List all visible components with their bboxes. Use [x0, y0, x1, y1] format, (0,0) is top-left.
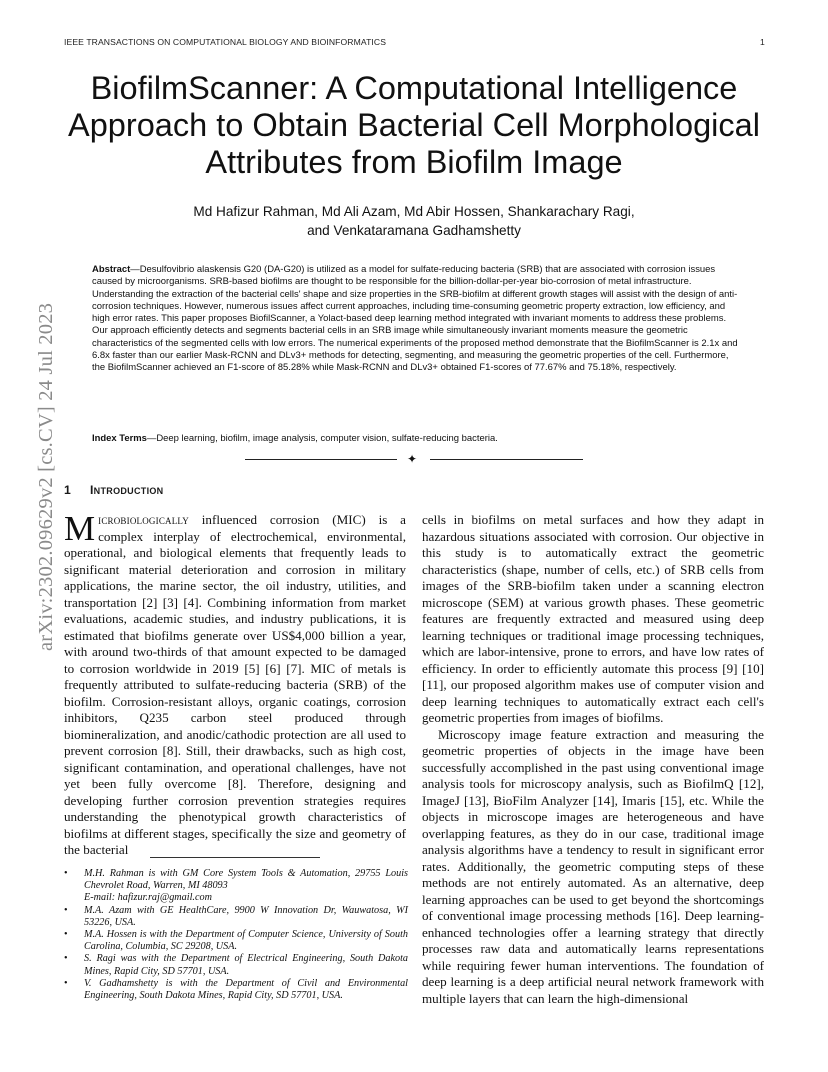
- footnote-item: [64, 929, 408, 953]
- arxiv-stamp: arXiv:2302.09629v2 [cs.CV] 24 Jul 2023: [35, 302, 57, 651]
- right-column: [422, 512, 764, 1007]
- abstract-label: Abstract: [92, 264, 131, 275]
- bullet-icon: •: [64, 929, 68, 941]
- right-paragraph-2: Microscopy image feature extraction and measuring the geometric properties of objects in the image have been successfully accomplished in the past using conventional image analysis tools for microscopy analysis, such as BiofilmQ [12], ImageJ [13], BioFilm Analyzer [14], Imaris [15], etc. While the objects in microscope images are heterogeneous and have overlapping features, as they do in our case, traditional image analysis algorithms have a tendency to result in significant error rates. Additionally, the geometric computing steps of these methods are not entirely automated. As an alternative, deep learning approaches can be used to get beyond the shortcomings of conventional image processing methods [16]. Deep learning-enhanced technologies offer a learning strategy that directly processes raw data and automatically learns representations while requiring fewer human interventions. The foundation of deep learning is a deep artificial neural network framework with multiple layers that can learn the high-dimensional: [422, 726, 764, 1006]
- separator-star-icon: ✦: [407, 452, 418, 466]
- page-number: 1: [760, 37, 765, 47]
- index-terms-label: Index Terms: [92, 433, 147, 444]
- separator-line-right: [430, 459, 583, 460]
- footnote-text: M.A. Hossen is with the Department of Computer Science, University of South Carolina, Columbia, SC 29208, USA.: [84, 929, 408, 953]
- footnotes: [64, 868, 408, 1002]
- abstract: [92, 264, 738, 375]
- intro-paragraph-1-text: influenced corrosion (MIC) is a complex interplay of electrochemical, environmental, operational, and biological elements that frequently leads to significant material deterioration and corrosion in military applications, the marine sector, the oil industry, utilities, and transportation [2] [3] [4]. Combining information from market evaluations, academic studies, and industry publications, it is estimated that biofilms generate over US$4,000 billion a year, with around two-thirds of that amount expected to be damaged to corrosion worldwide in 2019 [5] [6] [7]. MIC of metals is frequently attributed to sulfate-reducing bacteria (SRB) of the biofilm. Corrosion-resistant alloys, organic coatings, corrosion inhibitors, Q235 carbon steel produced through biomineralization, and anodic/cathodic protection are all used to prevent corrosion [8]. Still, their drawbacks, such as high cost, significant contamination, and operational challenges, have not yet been fully overcome [8]. Therefore, designing and developing further corrosion prevention strategies requires understanding the phenotypical growth characteristics of biofilms at different stages, specifically the size and geometry of the bacterial: [64, 512, 406, 857]
- separator-line-left: [245, 459, 397, 460]
- paper-title: BiofilmScanner: A Computational Intelligence Approach to Obtain Bacterial Cell Morphological Attributes from Biofilm Image: [68, 70, 760, 180]
- section-title: Introduction: [90, 483, 164, 497]
- footnote-text: M.H. Rahman is with GM Core System Tools & Automation, 29755 Louis Chevrolet Road, Warren, MI 48093: [84, 868, 408, 892]
- intro-paragraph-1: [64, 509, 406, 859]
- footnote-item: [64, 868, 408, 905]
- footnote-text: S. Ragi was with the Department of Electrical Engineering, South Dakota Mines, Rapid City, SD 57701, USA.: [84, 953, 408, 977]
- footnote-rule: [150, 857, 320, 858]
- bullet-icon: •: [64, 904, 68, 916]
- left-column: [64, 509, 406, 859]
- smallcaps-word: icrobiologically: [98, 512, 189, 527]
- abstract-text: —Desulfovibrio alaskensis G20 (DA-G20) is utilized as a model for sulfate-reducing bacteria (SRB) that are associated with corrosion issues caused by microorganisms. SRB-based biofilms are thought to be responsible for the billion-dollar-per-year bio-corrosion of metal infrastructure. Understanding the extraction of the bacterial cells' shape and size properties in the SRB-biofilm at different growth stages will assist with the design of anti-corrosion techniques. However, numerous issues affect current approaches, including time-consuming geometric property extraction, low efficiency, and high error rates. This paper proposes BiofilScanner, a Yolact-based deep learning method integrated with invariant moments to address these problems. Our approach efficiently detects and segments bacterial cells in an SRB image while simultaneously invariant moments measure the geometric characteristics of the segmented cells with low errors. The numerical experiments of the proposed method demonstrate that the BiofilmScanner is 2.1x and 6.8x faster than our earlier Mask-RCNN and DLv3+ methods for detecting, segmenting, and measuring the geometric properties of the cell. Furthermore, the BiofilmScanner achieved an F1-score of 85.28% while Mask-RCNN and DLv3+ obtained F1-scores of 77.67% and 75.18%, respectively.: [92, 264, 738, 374]
- index-terms: [92, 433, 738, 445]
- footnote-item: [64, 953, 408, 977]
- footnote-item: [64, 905, 408, 929]
- author-line-2: and Venkataramana Gadhamshetty: [307, 223, 521, 238]
- author-line-1: Md Hafizur Rahman, Md Ali Azam, Md Abir Hossen, Shankarachary Ragi,: [193, 204, 635, 219]
- footnote-text: M.A. Azam with GE HealthCare, 9900 W Innovation Dr, Wauwatosa, WI 53226, USA.: [84, 904, 408, 928]
- author-list: [120, 202, 708, 240]
- footnote-text: V. Gadhamshetty is with the Department of Civil and Environmental Engineering, South Dakota Mines, Rapid City, SD 57701, USA.: [84, 977, 408, 1002]
- right-paragraph-1: cells in biofilms on metal surfaces and how they adapt in hazardous situations associated with corrosion. Our objective in this study is to automatically extract the geometric characteristics (shape, number of cells, etc.) of SRB cells from images of the SRB-biofilm taken under a scanning electron microscope (SEM) at various growth phases. These geometric features are frequently extracted and measured using deep learning techniques or traditional image processing techniques, which are labor-intensive, prone to errors, and have low rates of efficiency. In order to efficiently automate this process [9] [10] [11], our proposed algorithm makes use of computer vision and deep learning techniques to automatically extract each cell's geometric properties from images of biofilms.: [422, 512, 764, 725]
- drop-cap: M: [64, 509, 96, 548]
- bullet-icon: •: [64, 977, 68, 989]
- index-terms-text: —Deep learning, biofilm, image analysis, computer vision, sulfate-reducing bacteria.: [146, 433, 498, 444]
- bullet-icon: •: [64, 953, 68, 965]
- bullet-icon: •: [64, 868, 68, 879]
- running-header: IEEE TRANSACTIONS ON COMPUTATIONAL BIOLOGY AND BIOINFORMATICS: [64, 37, 387, 47]
- section-number: 1: [64, 483, 71, 497]
- footnote-item: [64, 978, 408, 1002]
- footnote-email: E-mail: hafizur.raj@gmail.com: [84, 892, 212, 904]
